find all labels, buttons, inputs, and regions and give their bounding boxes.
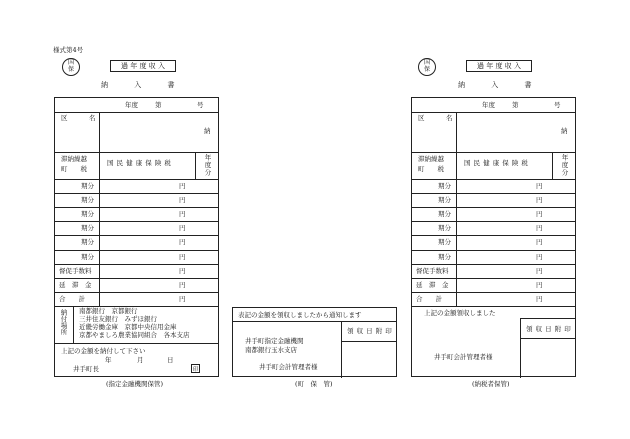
amount-row-label: 期分 <box>81 210 94 219</box>
yen-unit: 円 <box>536 252 543 261</box>
yen-unit: 円 <box>536 196 543 205</box>
amount-row <box>412 250 575 264</box>
amount-row <box>55 221 218 235</box>
amount-row-label: 延 滞 金 <box>416 280 449 289</box>
yen-unit: 円 <box>179 294 186 303</box>
yen-unit: 円 <box>536 182 543 191</box>
yen-unit: 円 <box>179 266 186 275</box>
yen-unit: 円 <box>179 182 186 191</box>
amount-row <box>55 235 218 249</box>
amount-row-label: 合 計 <box>416 294 442 303</box>
footer-left: (指定金融機関保管) <box>106 380 164 388</box>
amount-row <box>412 193 575 207</box>
yen-unit: 円 <box>179 280 186 289</box>
amount-row-label: 期分 <box>81 224 94 233</box>
middle-form: 表記の金額を領収しましたから通知します 領 収 日 附 印 井手町指定金融機関 南都銀行玉水支店 井手町会計管理者様 <box>232 307 397 377</box>
amount-row-label: 合 計 <box>59 294 85 303</box>
amount-row <box>412 292 575 306</box>
yen-unit: 円 <box>536 266 543 275</box>
amount-row-label: 督促手数料 <box>416 266 449 275</box>
doc-title: 納 入 書 <box>101 81 187 89</box>
footer-middle: (町 保 管) <box>295 380 333 388</box>
kokuho-emblem-right: 国 保 <box>418 58 436 76</box>
amount-row-label: 期分 <box>438 182 451 191</box>
amount-row <box>412 221 575 235</box>
yen-unit: 円 <box>536 280 543 289</box>
footer-right: (納税者保管) <box>472 380 510 388</box>
amount-row-label: 期分 <box>438 210 451 219</box>
amount-row <box>412 207 575 221</box>
amount-row-label: 期分 <box>81 238 94 247</box>
amount-row <box>412 235 575 249</box>
yen-unit: 円 <box>179 196 186 205</box>
yen-unit: 円 <box>179 210 186 219</box>
yen-unit: 円 <box>179 238 186 247</box>
amount-row <box>55 207 218 221</box>
amount-row <box>412 179 575 193</box>
amount-row <box>55 179 218 193</box>
stamp-title-box-right: 過 年 度 収 入 <box>466 60 532 72</box>
amount-row-label: 期分 <box>438 196 451 205</box>
amount-row <box>412 264 575 278</box>
right-form-table: 年度 第 号 区 名 納 滞納繰越 町 税 国 民 健 康 保 険 税 年度分 期分 円 期分 円 期分 円 期分 円 期分 円 期分 円 督促手数料 円 延 滞 金 円 合 計 円 上記の金額領収しました 領 収 日 附 印 井手町会計管理者様 <box>411 97 576 377</box>
kokuho-emblem: 国 保 <box>62 58 80 76</box>
left-form-table: 年度 第 号 区 名 納 滞納繰越 町 税 国 民 健 康 保 険 税 年度分 期分 円 期分 円 期分 円 期分 円 期分 円 期分 円 督促手数料 円 延 滞 金 円 合 計 円 納付場所 南都銀行 京都銀行 三井住友銀行 みずほ銀行 近畿労働金庫 京都中央信用金庫 京都やましろ農業協同組合 各本支店 上記の金額を納付して下さい 年 月 日 井手町長 印 <box>54 97 219 377</box>
amount-row <box>55 193 218 207</box>
amount-row <box>55 292 218 306</box>
amount-row <box>55 278 218 292</box>
amount-row-label: 期分 <box>438 238 451 247</box>
yen-unit: 円 <box>536 294 543 303</box>
yen-unit: 円 <box>179 224 186 233</box>
amount-row <box>412 278 575 292</box>
stamp-title-box: 過 年 度 収 入 <box>110 60 176 72</box>
yen-unit: 円 <box>536 210 543 219</box>
amount-row-label: 期分 <box>81 182 94 191</box>
amount-row-label: 期分 <box>81 252 94 261</box>
amount-row-label: 期分 <box>438 224 451 233</box>
amount-row <box>55 250 218 264</box>
yen-unit: 円 <box>179 252 186 261</box>
form-number: 様式第4号 <box>53 46 84 54</box>
amount-row-label: 期分 <box>438 252 451 261</box>
amount-row-label: 督促手数料 <box>59 266 92 275</box>
amount-row <box>55 264 218 278</box>
amount-row-label: 延 滞 金 <box>59 280 92 289</box>
yen-unit: 円 <box>536 224 543 233</box>
doc-title-right: 納 入 書 <box>458 81 544 89</box>
yen-unit: 円 <box>536 238 543 247</box>
amount-row-label: 期分 <box>81 196 94 205</box>
